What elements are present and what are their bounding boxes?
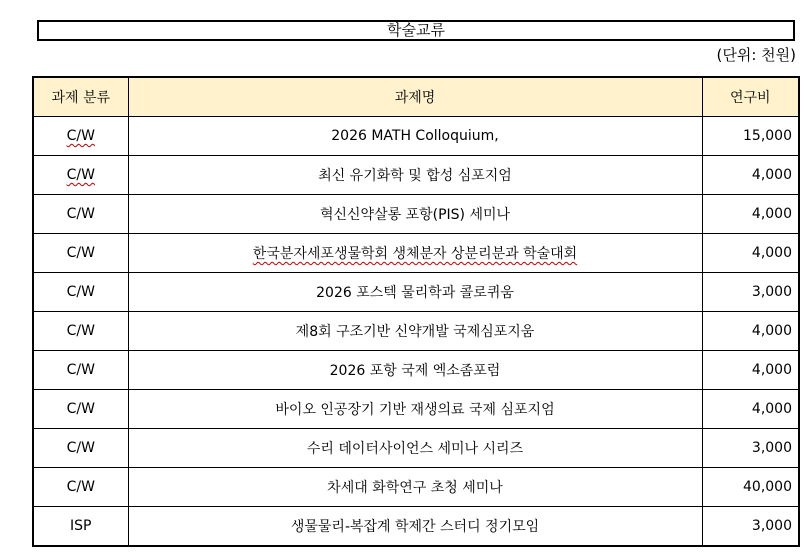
project-cell: 제8회 구조기반 신약개발 국제심포지움	[128, 312, 702, 351]
table-row	[33, 234, 799, 273]
category-cell: C/W	[33, 390, 128, 429]
category-cell: C/W	[33, 195, 128, 234]
table-row	[33, 507, 799, 547]
category-cell	[33, 156, 128, 195]
amount-cell: 4,000	[702, 156, 799, 195]
column-header-category: 과제 분류	[33, 77, 128, 117]
category-cell: C/W	[33, 351, 128, 390]
table-row	[33, 195, 799, 234]
unit-label: (단위: 천원)	[716, 46, 796, 64]
amount-cell: 3,000	[702, 273, 799, 312]
column-header-project: 과제명	[128, 77, 702, 117]
amount-cell: 3,000	[702, 429, 799, 468]
project-cell: 혁신신약살롱 포항(PIS) 세미나	[128, 195, 702, 234]
category-cell: C/W	[33, 273, 128, 312]
category-cell: ISP	[33, 507, 128, 547]
project-cell: 차세대 화학연구 초청 세미나	[128, 468, 702, 507]
category-cell: C/W	[33, 468, 128, 507]
category-text: C/W	[66, 167, 95, 183]
table-row	[33, 429, 799, 468]
category-cell	[33, 117, 128, 156]
project-cell: 2026 포스텍 물리학과 콜로퀴움	[128, 273, 702, 312]
category-text: C/W	[66, 128, 95, 144]
table-row	[33, 468, 799, 507]
project-cell	[128, 234, 702, 273]
amount-cell: 3,000	[702, 507, 799, 547]
amount-cell: 4,000	[702, 234, 799, 273]
table-row	[33, 390, 799, 429]
project-cell: 최신 유기화학 및 합성 심포지엄	[128, 156, 702, 195]
project-table	[32, 76, 800, 547]
project-text: 한국분자세포생물학회 생체분자 상분리분과 학술대회	[252, 246, 578, 262]
amount-cell: 4,000	[702, 390, 799, 429]
project-cell: 생물물리-복잡계 학제간 스터디 정기모임	[128, 507, 702, 547]
project-cell: 2026 포항 국제 엑소좀포럼	[128, 351, 702, 390]
project-cell: 바이오 인공장기 기반 재생의료 국제 심포지엄	[128, 390, 702, 429]
table-row	[33, 117, 799, 156]
table-row	[33, 351, 799, 390]
column-header-amount: 연구비	[702, 77, 799, 117]
amount-cell: 40,000	[702, 468, 799, 507]
table-row	[33, 156, 799, 195]
amount-cell: 4,000	[702, 351, 799, 390]
project-cell: 수리 데이터사이언스 세미나 시리즈	[128, 429, 702, 468]
table-row	[33, 312, 799, 351]
amount-cell: 4,000	[702, 195, 799, 234]
amount-cell: 4,000	[702, 312, 799, 351]
header-row	[33, 77, 799, 117]
document-title: 학술교류	[37, 20, 795, 41]
project-cell: 2026 MATH Colloquium,	[128, 117, 702, 156]
table-row	[33, 273, 799, 312]
category-cell: C/W	[33, 429, 128, 468]
category-cell: C/W	[33, 312, 128, 351]
amount-cell: 15,000	[702, 117, 799, 156]
category-cell: C/W	[33, 234, 128, 273]
